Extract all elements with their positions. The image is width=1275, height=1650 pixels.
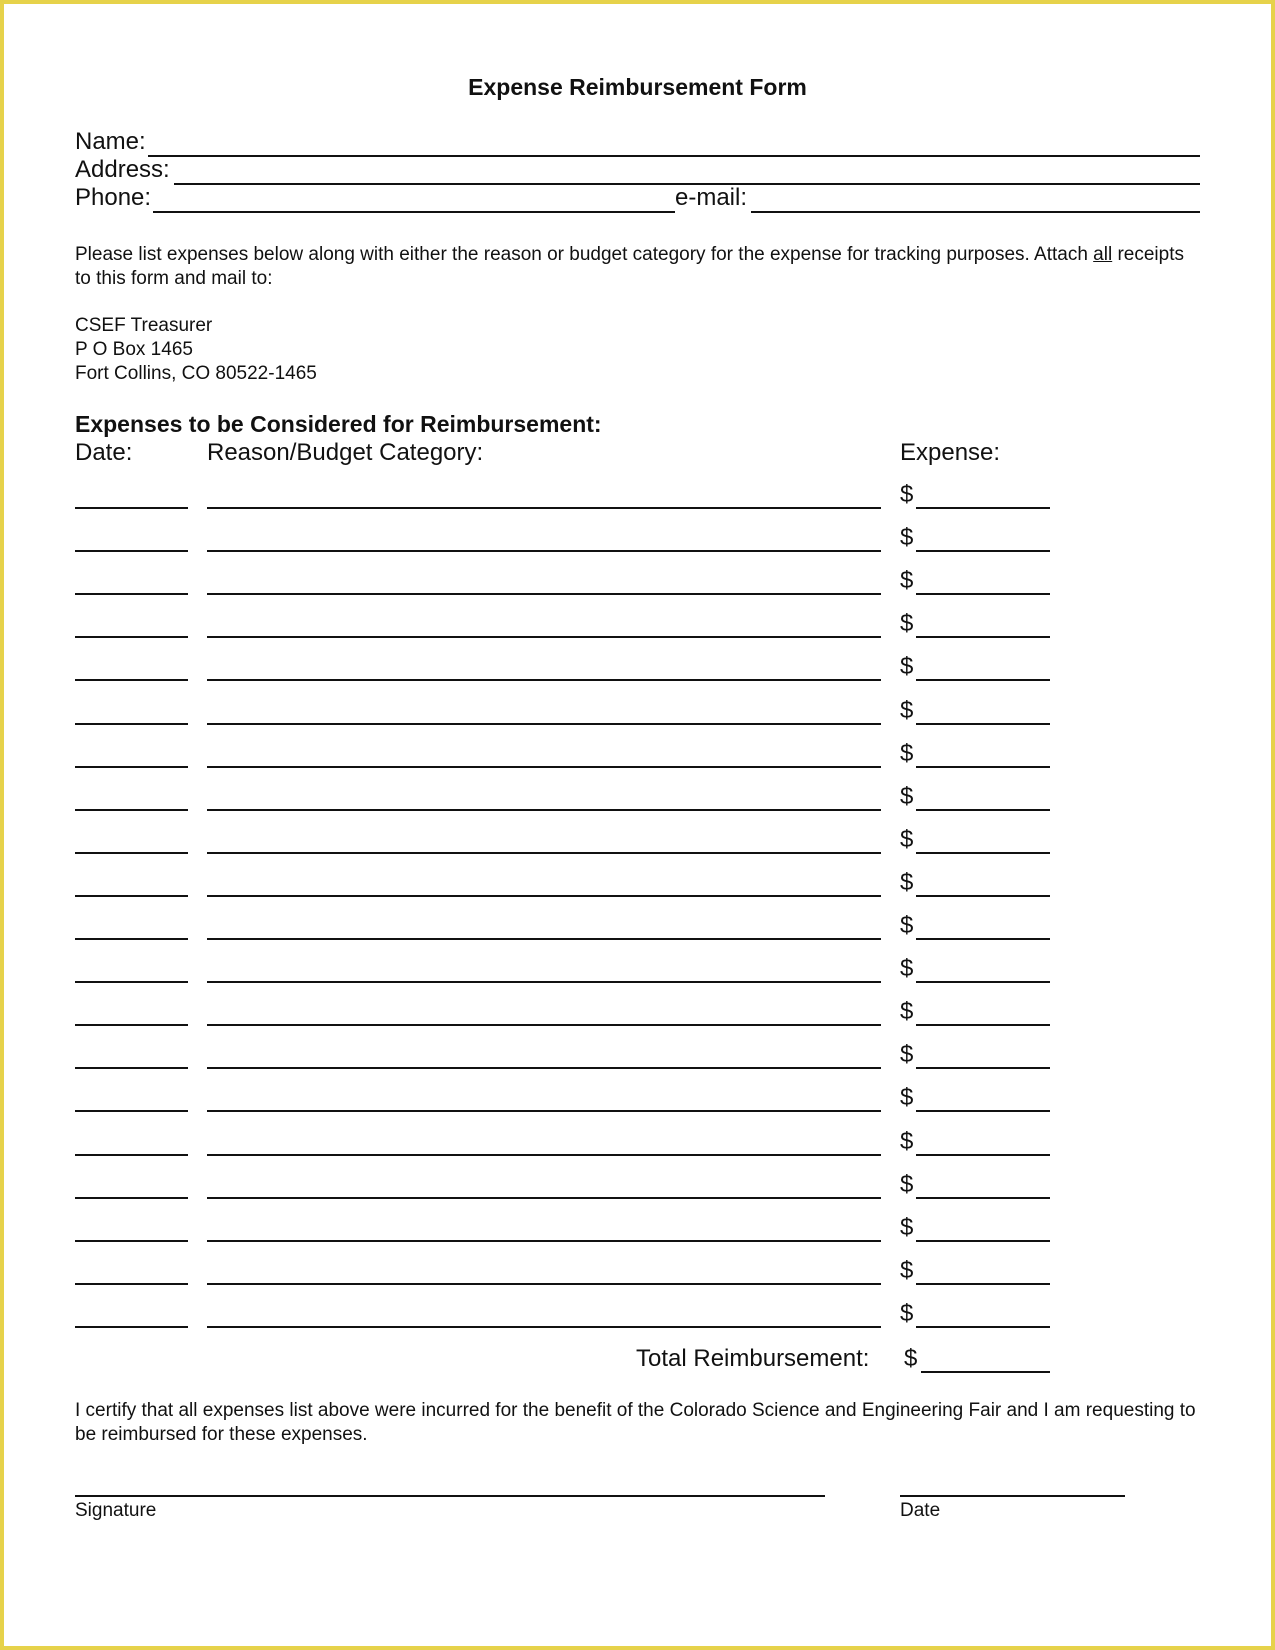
name-field[interactable] [148, 155, 1200, 157]
expense-reason-field[interactable] [207, 1197, 881, 1199]
signature-field[interactable] [75, 1495, 825, 1497]
expense-reason-field[interactable] [207, 550, 881, 552]
expense-reason-field[interactable] [207, 1326, 881, 1328]
expense-dollar-sign: $ [900, 955, 914, 982]
expense-dollar-sign: $ [900, 826, 914, 853]
expense-reason-field[interactable] [207, 1154, 881, 1156]
expense-dollar-sign: $ [900, 610, 914, 637]
expense-amount-field[interactable] [916, 809, 1050, 811]
expense-dollar-sign: $ [900, 1171, 914, 1198]
expense-dollar-sign: $ [900, 481, 914, 508]
form-title: Expense Reimbursement Form [468, 74, 807, 100]
expense-dollar-sign: $ [900, 697, 914, 724]
expense-reason-field[interactable] [207, 938, 881, 940]
expense-reason-field[interactable] [207, 679, 881, 681]
expense-date-field[interactable] [75, 1154, 188, 1156]
section-heading: Expenses to be Considered for Reimbursement: [75, 411, 602, 437]
expense-dollar-sign: $ [900, 740, 914, 767]
expense-dollar-sign: $ [900, 567, 914, 594]
mail-to-line1: CSEF Treasurer [75, 315, 213, 336]
column-expense-header: Expense: [900, 439, 1001, 466]
expense-amount-field[interactable] [916, 1024, 1050, 1026]
instructions-prefix: Please list expenses below along with either the reason or budget category for the expense for tracking purposes. Attach [75, 244, 1094, 265]
expense-reason-field[interactable] [207, 981, 881, 983]
expense-date-field[interactable] [75, 593, 188, 595]
expense-date-field[interactable] [75, 723, 188, 725]
expense-dollar-sign: $ [900, 1084, 914, 1111]
expense-date-field[interactable] [75, 895, 188, 897]
mail-to-line3: Fort Collins, CO 80522-1465 [75, 363, 317, 384]
certification-text: I certify that all expenses list above were incurred for the benefit of the Colorado Science and Engineering Fair and I am requesting to be reimbursed for these expenses. [75, 1400, 1196, 1445]
expense-date-field[interactable] [75, 766, 188, 768]
expense-reason-field[interactable] [207, 1240, 881, 1242]
signature-label: Signature [75, 1500, 157, 1521]
expense-dollar-sign: $ [900, 1041, 914, 1068]
email-label: e-mail: [675, 184, 748, 211]
expense-reason-field[interactable] [207, 852, 881, 854]
phone-field[interactable] [153, 211, 675, 213]
expense-reason-field[interactable] [207, 1024, 881, 1026]
column-date-header: Date: [75, 439, 133, 466]
expense-reason-field[interactable] [207, 507, 881, 509]
expense-amount-field[interactable] [916, 507, 1050, 509]
expense-amount-field[interactable] [916, 1110, 1050, 1112]
signature-date-label: Date [900, 1500, 941, 1521]
name-label: Name: [75, 128, 146, 155]
expense-dollar-sign: $ [900, 653, 914, 680]
expense-amount-field[interactable] [916, 723, 1050, 725]
expense-dollar-sign: $ [900, 524, 914, 551]
instructions-suffix: receipts to this form and mail to: [75, 244, 1184, 289]
address-label: Address: [75, 156, 170, 183]
expense-amount-field[interactable] [916, 1283, 1050, 1285]
expense-reason-field[interactable] [207, 766, 881, 768]
expense-date-field[interactable] [75, 1067, 188, 1069]
expense-reason-field[interactable] [207, 1283, 881, 1285]
expense-dollar-sign: $ [900, 869, 914, 896]
expense-amount-field[interactable] [916, 1326, 1050, 1328]
expense-amount-field[interactable] [916, 895, 1050, 897]
expense-date-field[interactable] [75, 507, 188, 509]
expense-amount-field[interactable] [916, 593, 1050, 595]
expense-reason-field[interactable] [207, 1067, 881, 1069]
expense-date-field[interactable] [75, 550, 188, 552]
column-reason-header: Reason/Budget Category: [207, 439, 484, 466]
instructions [75, 243, 1205, 291]
signature-date-field[interactable] [900, 1495, 1125, 1497]
expense-amount-field[interactable] [916, 938, 1050, 940]
expense-date-field[interactable] [75, 1110, 188, 1112]
total-label: Total Reimbursement: [636, 1345, 870, 1372]
expense-date-field[interactable] [75, 636, 188, 638]
expense-amount-field[interactable] [916, 679, 1050, 681]
expense-date-field[interactable] [75, 1024, 188, 1026]
email-field[interactable] [751, 211, 1200, 213]
mail-to-line2: P O Box 1465 [75, 339, 193, 360]
total-dollar-sign: $ [904, 1345, 918, 1372]
instructions-emphasis: all [1093, 244, 1113, 265]
expense-amount-field[interactable] [916, 1240, 1050, 1242]
expense-reason-field[interactable] [207, 809, 881, 811]
expense-dollar-sign: $ [900, 783, 914, 810]
expense-dollar-sign: $ [900, 1300, 914, 1327]
expense-amount-field[interactable] [916, 1067, 1050, 1069]
expense-reason-field[interactable] [207, 723, 881, 725]
expense-dollar-sign: $ [900, 912, 914, 939]
expense-reason-field[interactable] [207, 593, 881, 595]
expense-date-field[interactable] [75, 1326, 188, 1328]
total-field[interactable] [921, 1371, 1050, 1373]
expense-amount-field[interactable] [916, 981, 1050, 983]
expense-date-field[interactable] [75, 938, 188, 940]
expense-reason-field[interactable] [207, 895, 881, 897]
expense-date-field[interactable] [75, 809, 188, 811]
expense-date-field[interactable] [75, 1283, 188, 1285]
expense-date-field[interactable] [75, 1197, 188, 1199]
expense-amount-field[interactable] [916, 550, 1050, 552]
expense-amount-field[interactable] [916, 1197, 1050, 1199]
expense-amount-field[interactable] [916, 1154, 1050, 1156]
expense-date-field[interactable] [75, 981, 188, 983]
phone-label: Phone: [75, 184, 152, 211]
expense-amount-field[interactable] [916, 852, 1050, 854]
expense-amount-field[interactable] [916, 766, 1050, 768]
expense-reason-field[interactable] [207, 1110, 881, 1112]
expense-date-field[interactable] [75, 679, 188, 681]
expense-amount-field[interactable] [916, 636, 1050, 638]
expense-dollar-sign: $ [900, 1128, 914, 1155]
expense-dollar-sign: $ [900, 1257, 914, 1284]
expense-dollar-sign: $ [900, 1214, 914, 1241]
expense-date-field[interactable] [75, 1240, 188, 1242]
expense-date-field[interactable] [75, 852, 188, 854]
expense-reason-field[interactable] [207, 636, 881, 638]
expense-dollar-sign: $ [900, 998, 914, 1025]
